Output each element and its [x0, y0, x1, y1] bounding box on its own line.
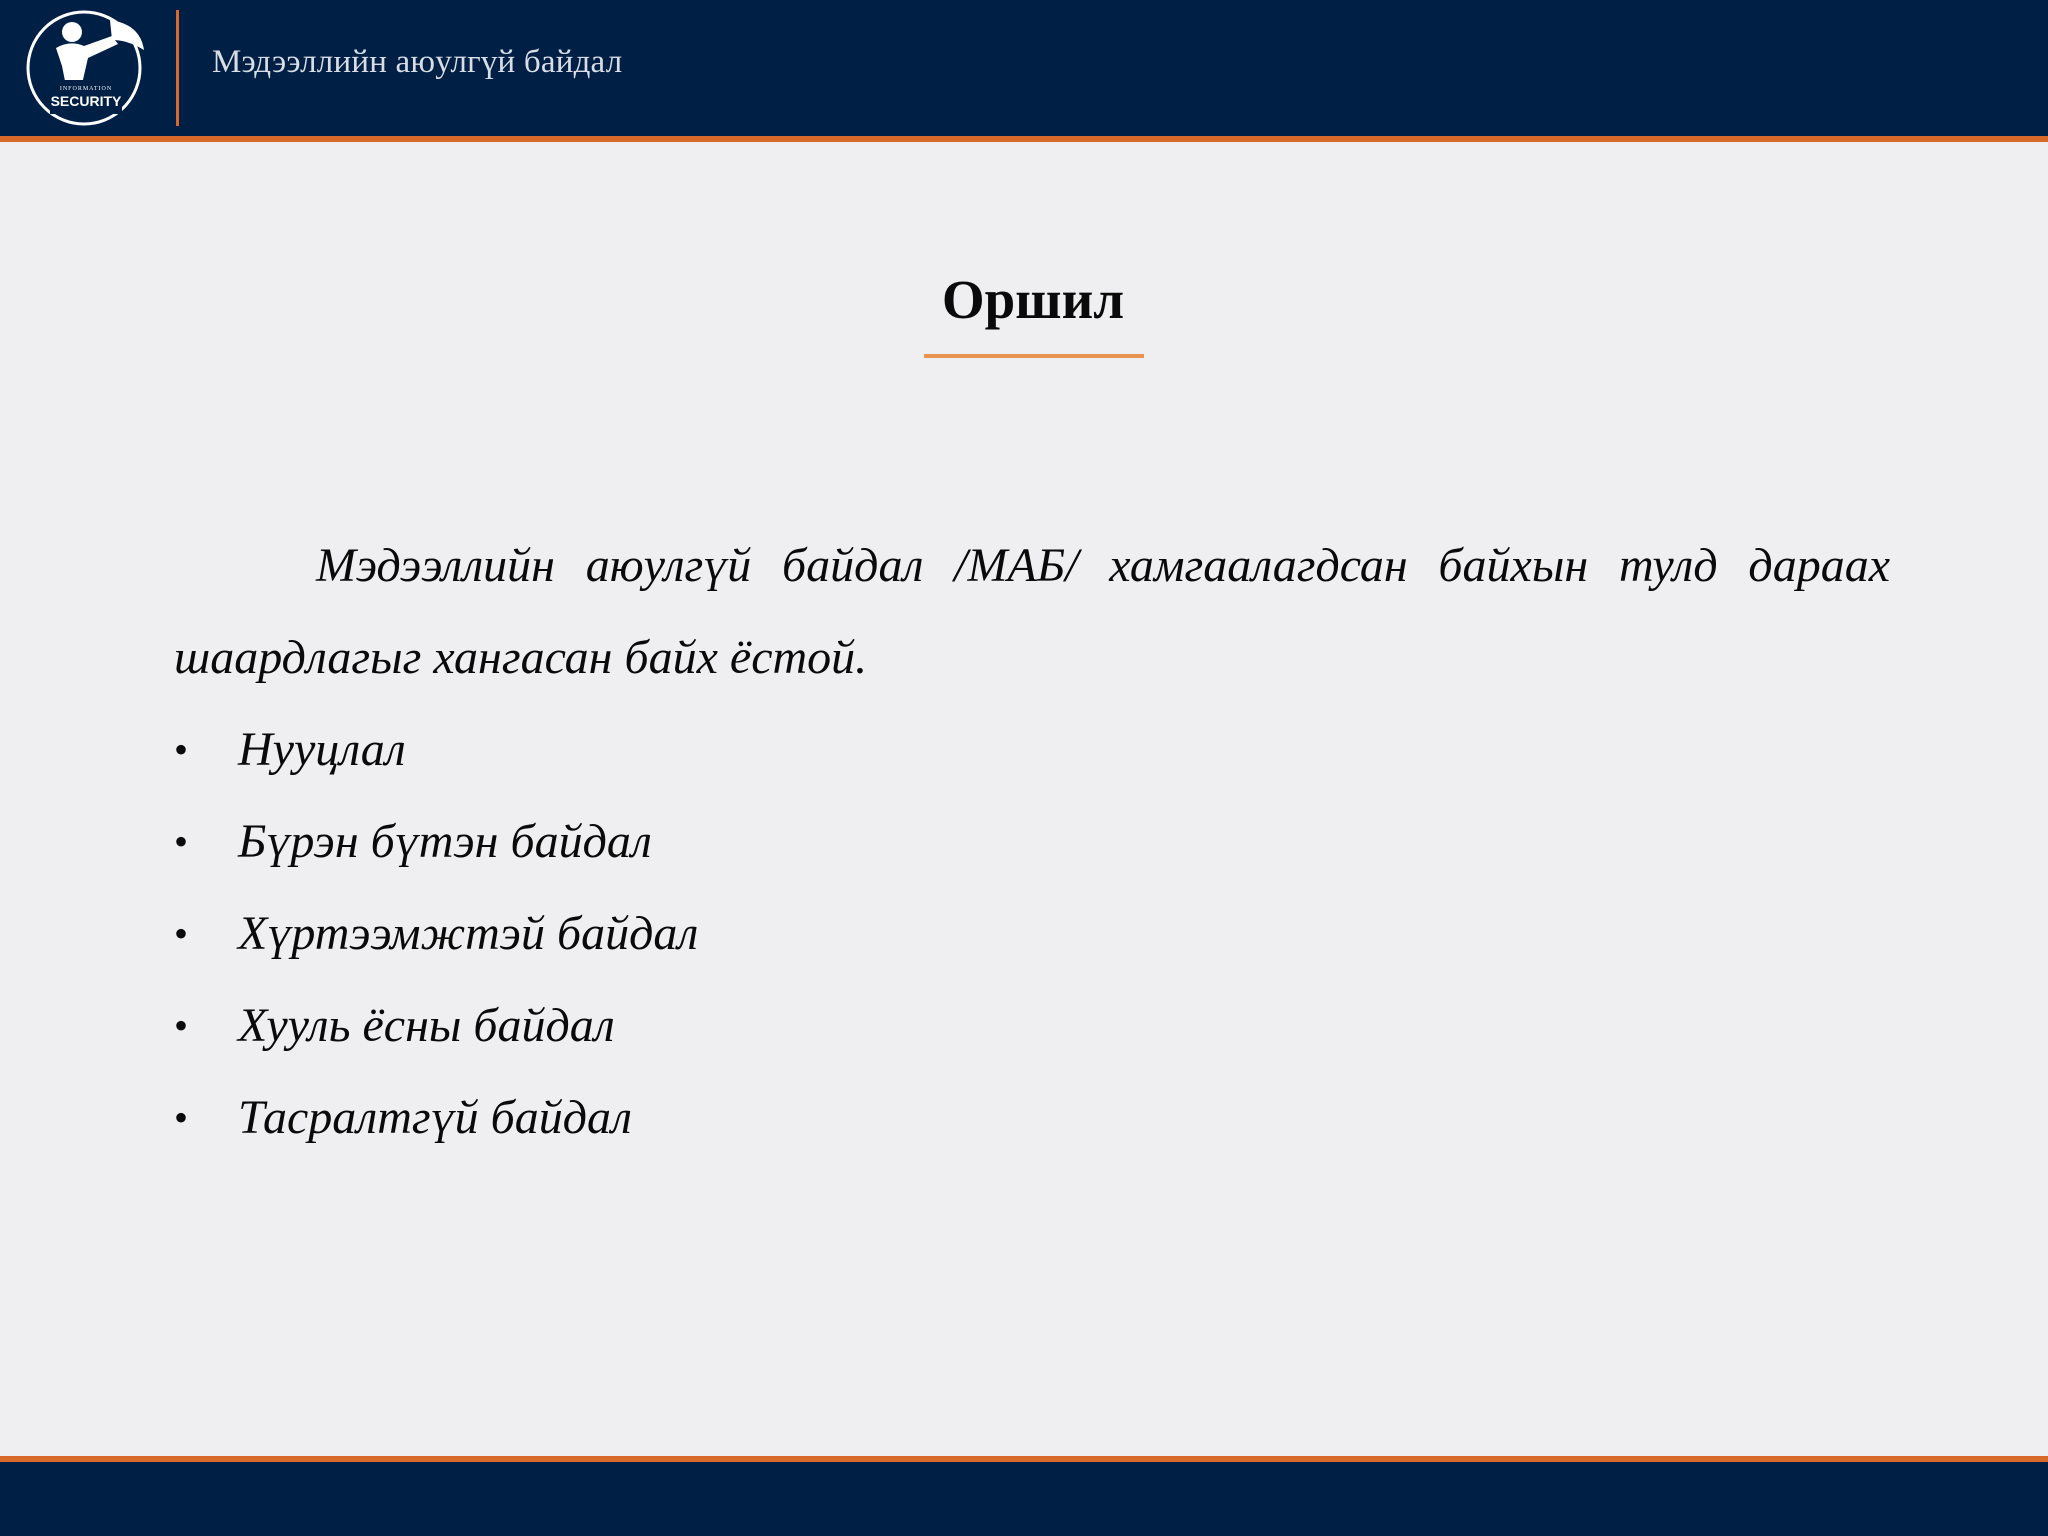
list-item: [174, 888, 1890, 980]
list-item: [174, 704, 1890, 796]
list-item-label: Нууцлал: [238, 723, 406, 776]
logo-text-bottom: SECURITY: [50, 93, 122, 109]
bullet-icon: •: [174, 911, 189, 956]
bullet-icon: •: [174, 819, 189, 864]
slide-title: Оршил: [941, 269, 1125, 330]
list-item: [174, 1072, 1890, 1164]
header-bar: [0, 0, 2048, 136]
bullet-icon: •: [174, 727, 189, 772]
list-item-label: Хууль ёсны байдал: [238, 999, 615, 1052]
slide-body: [174, 520, 1890, 1164]
intro-paragraph: Мэдээллийн аюулгүй байдал /МАБ/ хамгаалагдсан байхын тулд дараах шаардлагыг хангасан байх ёстой.: [174, 539, 1890, 684]
information-security-logo: [22, 6, 152, 130]
list-item-label: Тасралтгүй байдал: [238, 1091, 632, 1144]
bullet-icon: •: [174, 1003, 189, 1048]
header-accent-line: [0, 136, 2048, 142]
list-item-label: Бүрэн бүтэн байдал: [238, 815, 652, 868]
footer-bar: [0, 1462, 2048, 1536]
header-divider: [176, 10, 179, 126]
list-item: [174, 796, 1890, 888]
list-item: [174, 980, 1890, 1072]
requirements-list: [174, 704, 1890, 1164]
list-item-label: Хүртээмжтэй байдал: [238, 907, 699, 960]
logo-text-top: INFORMATION: [59, 86, 113, 92]
title-underline: [924, 354, 1144, 358]
bullet-icon: •: [174, 1095, 189, 1140]
header-title: Мэдээллийн аюулгүй байдал: [212, 44, 623, 80]
